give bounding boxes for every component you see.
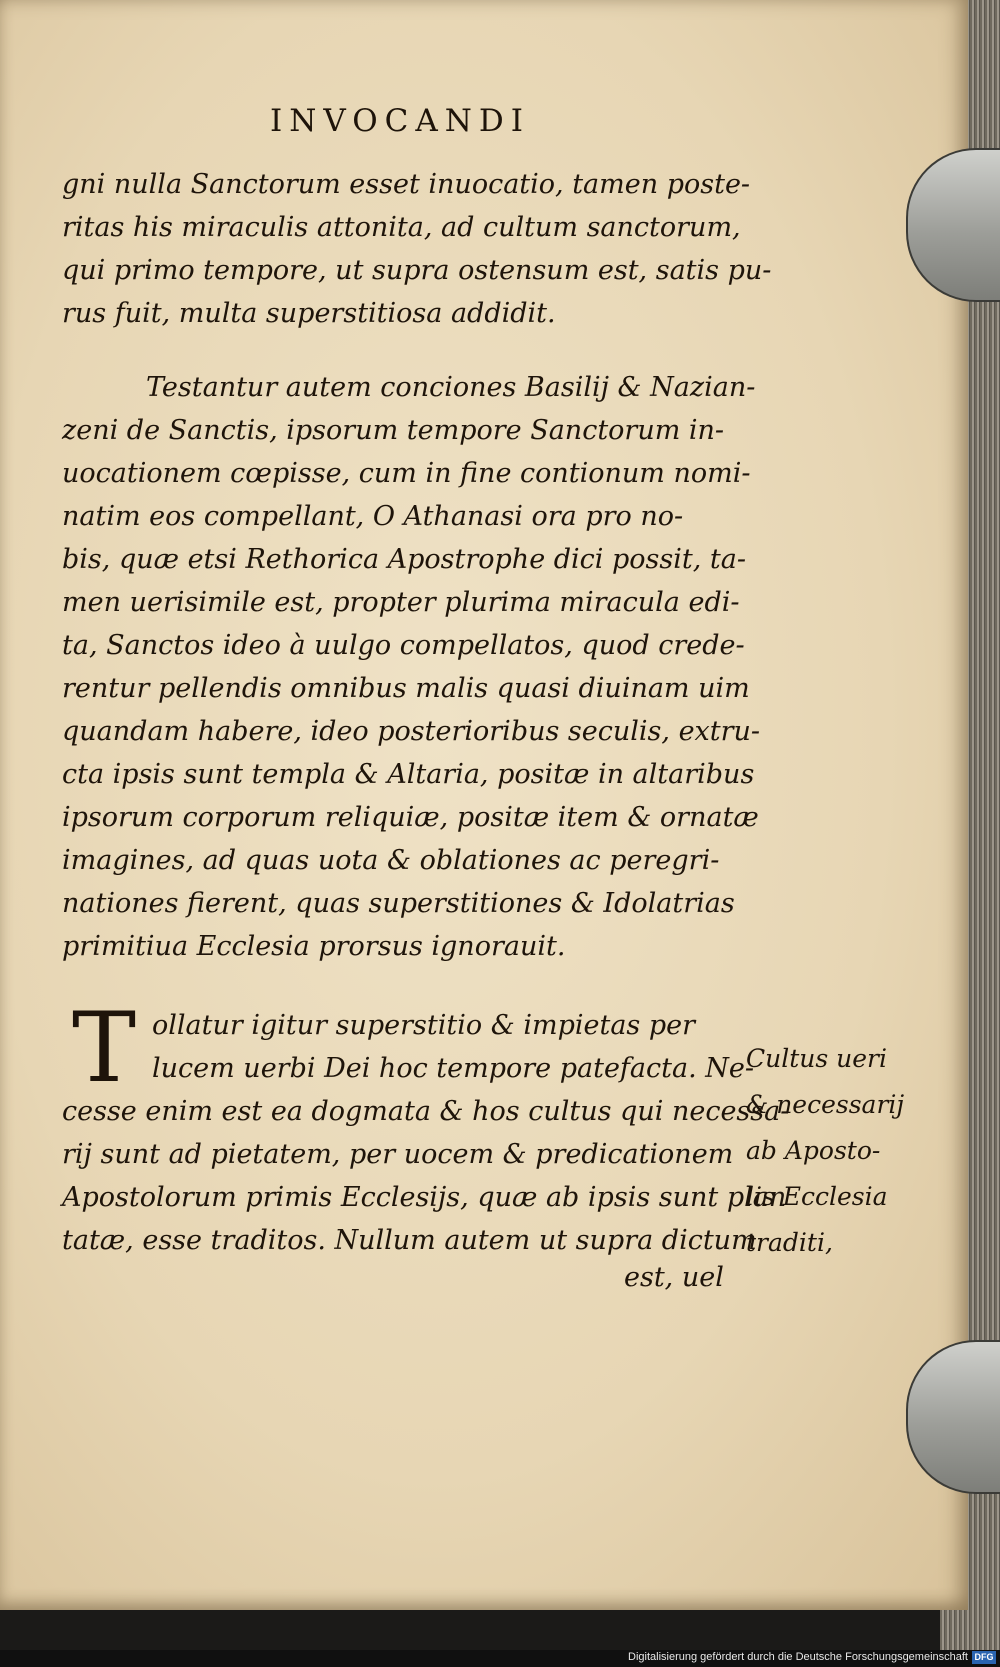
margin-note	[746, 1036, 904, 1266]
margin-note-line: lis Ecclesia	[746, 1182, 888, 1211]
text-line: zeni de Sanctis, ipsorum tempore Sanctorum in-	[62, 415, 725, 446]
text-line: rus fuit, multa superstitiosa addidit.	[62, 298, 556, 329]
text-line: bis, quæ etsi Rethorica Apostrophe dici possit, ta-	[62, 544, 746, 575]
text-line: nationes fierent, quas superstitiones & Idolatrias	[62, 888, 735, 919]
text-line: ollatur igitur superstitio & impietas per	[152, 1010, 696, 1041]
text-line: ipsorum corporum reliquiæ, positæ item & ornatæ	[62, 802, 759, 833]
text-line: gni nulla Sanctorum esset inuocatio, tamen poste-	[62, 169, 751, 200]
text-line: qui primo tempore, ut supra ostensum est, satis pu-	[62, 255, 772, 286]
text-line: ta, Sanctos ideo à uulgo compellatos, quod crede-	[62, 630, 745, 661]
text-line: cta ipsis sunt templa & Altaria, positæ in altaribus	[62, 759, 755, 790]
margin-note-line: traditi,	[746, 1228, 833, 1257]
dfg-logo-icon: DFG	[972, 1651, 996, 1664]
text-line: men uerisimile est, propter plurima miracula edi-	[62, 587, 740, 618]
text-line: lucem uerbi Dei hoc tempore patefacta. Ne-	[152, 1053, 754, 1084]
paragraph-3	[62, 1090, 789, 1262]
text-line: primitiua Ecclesia prorsus ignorauit.	[62, 931, 566, 962]
drop-cap-initial: T	[72, 992, 137, 1104]
running-title: INVOCANDI	[270, 103, 530, 139]
margin-note-line: & necessarij	[746, 1090, 905, 1119]
text-line: rentur pellendis omnibus malis quasi diuinam uim	[62, 673, 750, 704]
text-line: Apostolorum primis Ecclesijs, quæ ab ipsis sunt plan	[62, 1182, 787, 1213]
margin-note-line: ab Aposto-	[746, 1136, 881, 1165]
text-line: uocationem cœpisse, cum in fine contionum nomi-	[62, 458, 751, 489]
margin-note-line: Cultus ueri	[746, 1044, 887, 1073]
text-line: cesse enim est ea dogmata & hos cultus qui necessa-	[62, 1096, 790, 1127]
text-line: imagines, ad quas uota & oblationes ac peregri-	[62, 845, 720, 876]
paragraph-3-initial-lines	[152, 1004, 754, 1090]
footer-credit: Digitalisierung gefördert durch die Deutsche Forschungsgemeinschaft	[628, 1651, 968, 1663]
paragraph-1	[62, 163, 771, 335]
catchword: est, uel	[624, 1262, 724, 1293]
text-line: quandam habere, ideo posterioribus seculis, extru-	[62, 716, 761, 747]
text-line: ritas his miraculis attonita, ad cultum sanctorum,	[62, 212, 741, 243]
text-line: natim eos compellant, O Athanasi ora pro no-	[62, 501, 684, 532]
text-line: tatæ, esse traditos. Nullum autem ut supra dictum	[62, 1225, 757, 1256]
text-line: Testantur autem conciones Basilij & Nazian-	[146, 372, 756, 403]
paragraph-2	[62, 366, 760, 968]
text-line: rij sunt ad pietatem, per uocem & predicationem	[62, 1139, 734, 1170]
